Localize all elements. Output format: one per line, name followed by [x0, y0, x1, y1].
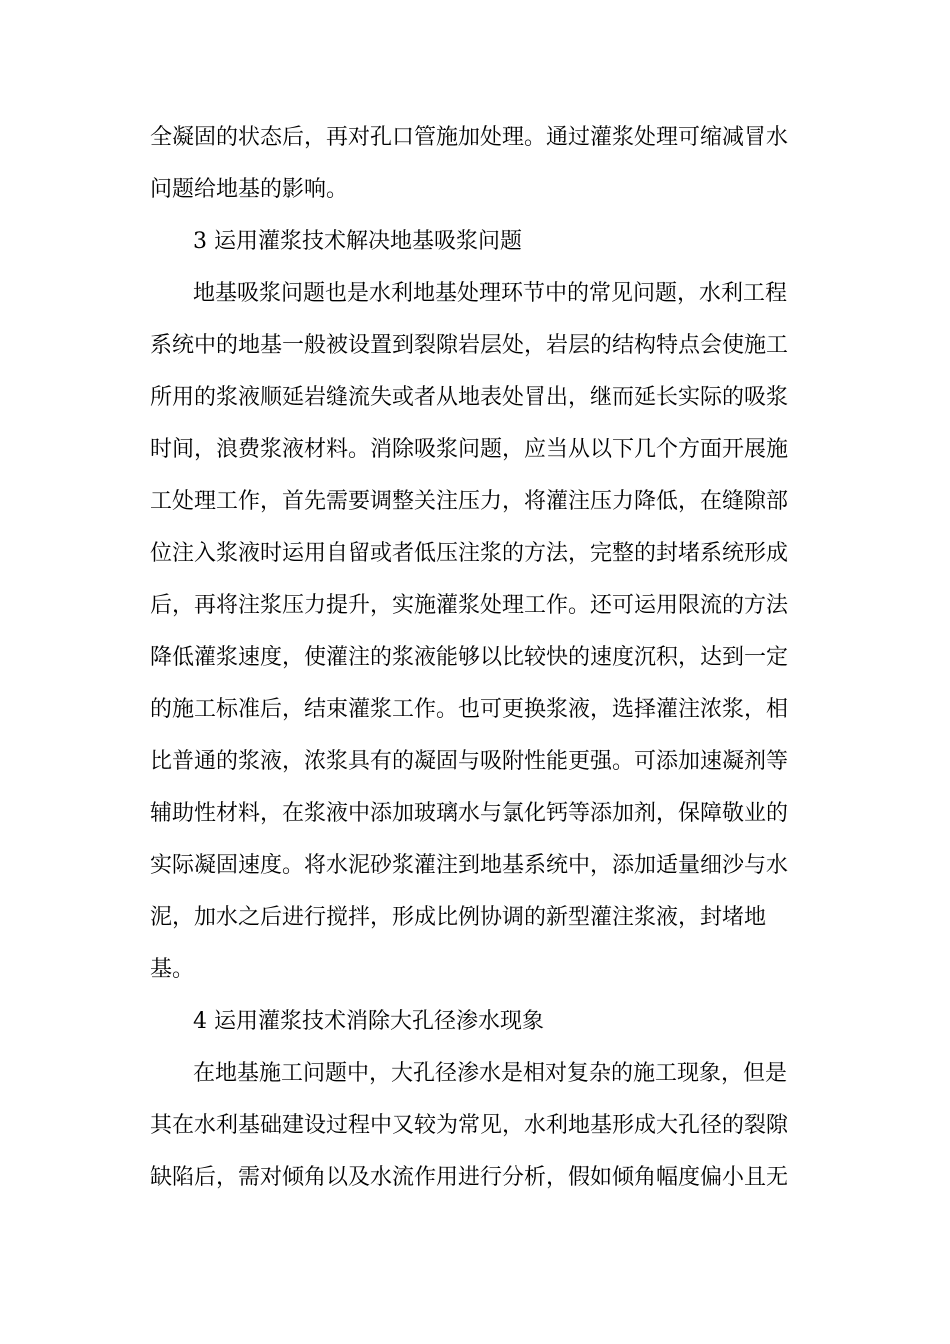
paragraph-line: 在地基施工问题中，大孔径渗水是相对复杂的施工现象，但是	[193, 1061, 788, 1086]
paragraph-line: 实际凝固速度。将水泥砂浆灌注到地基系统中，添加适量细沙与水	[150, 853, 789, 878]
paragraph-line: 降低灌浆速度，使灌注的浆液能够以比较快的速度沉积，达到一定	[150, 645, 789, 670]
section-heading-3: 3 运用灌浆技术解决地基吸浆问题	[193, 229, 522, 254]
paragraph-line: 其在水利基础建设过程中又较为常见，水利地基形成大孔径的裂隙	[150, 1113, 789, 1138]
paragraph-line: 位注入浆液时运用自留或者低压注浆的方法，完整的封堵系统形成	[150, 541, 789, 566]
section-heading-4: 4 运用灌浆技术消除大孔径渗水现象	[193, 1009, 544, 1034]
paragraph-line: 全凝固的状态后，再对孔口管施加处理。通过灌浆处理可缩减冒水	[150, 125, 789, 150]
paragraph-line: 缺陷后，需对倾角以及水流作用进行分析，假如倾角幅度偏小且无	[150, 1165, 789, 1190]
paragraph-line: 的施工标准后，结束灌浆工作。也可更换浆液，选择灌注浓浆，相	[150, 697, 789, 722]
paragraph-line: 泥，加水之后进行搅拌，形成比例协调的新型灌注浆液，封堵地	[150, 905, 767, 930]
paragraph-line: 比普通的浆液，浓浆具有的凝固与吸附性能更强。可添加速凝剂等	[150, 749, 789, 774]
paragraph-line: 系统中的地基一般被设置到裂隙岩层处，岩层的结构特点会使施工	[150, 333, 789, 358]
paragraph-line: 工处理工作，首先需要调整关注压力，将灌注压力降低，在缝隙部	[150, 489, 789, 514]
paragraph-line: 问题给地基的影响。	[150, 177, 349, 202]
paragraph-line: 辅助性材料，在浆液中添加玻璃水与氯化钙等添加剂，保障敬业的	[150, 801, 789, 826]
paragraph-line: 基。	[150, 957, 195, 982]
paragraph-line: 地基吸浆问题也是水利地基处理环节中的常见问题，水利工程	[193, 281, 788, 306]
paragraph-line: 所用的浆液顺延岩缝流失或者从地表处冒出，继而延长实际的吸浆	[150, 385, 789, 410]
paragraph-line: 时间，浪费浆液材料。消除吸浆问题，应当从以下几个方面开展施	[150, 437, 789, 462]
paragraph-line: 后，再将注浆压力提升，实施灌浆处理工作。还可运用限流的方法	[150, 593, 789, 618]
